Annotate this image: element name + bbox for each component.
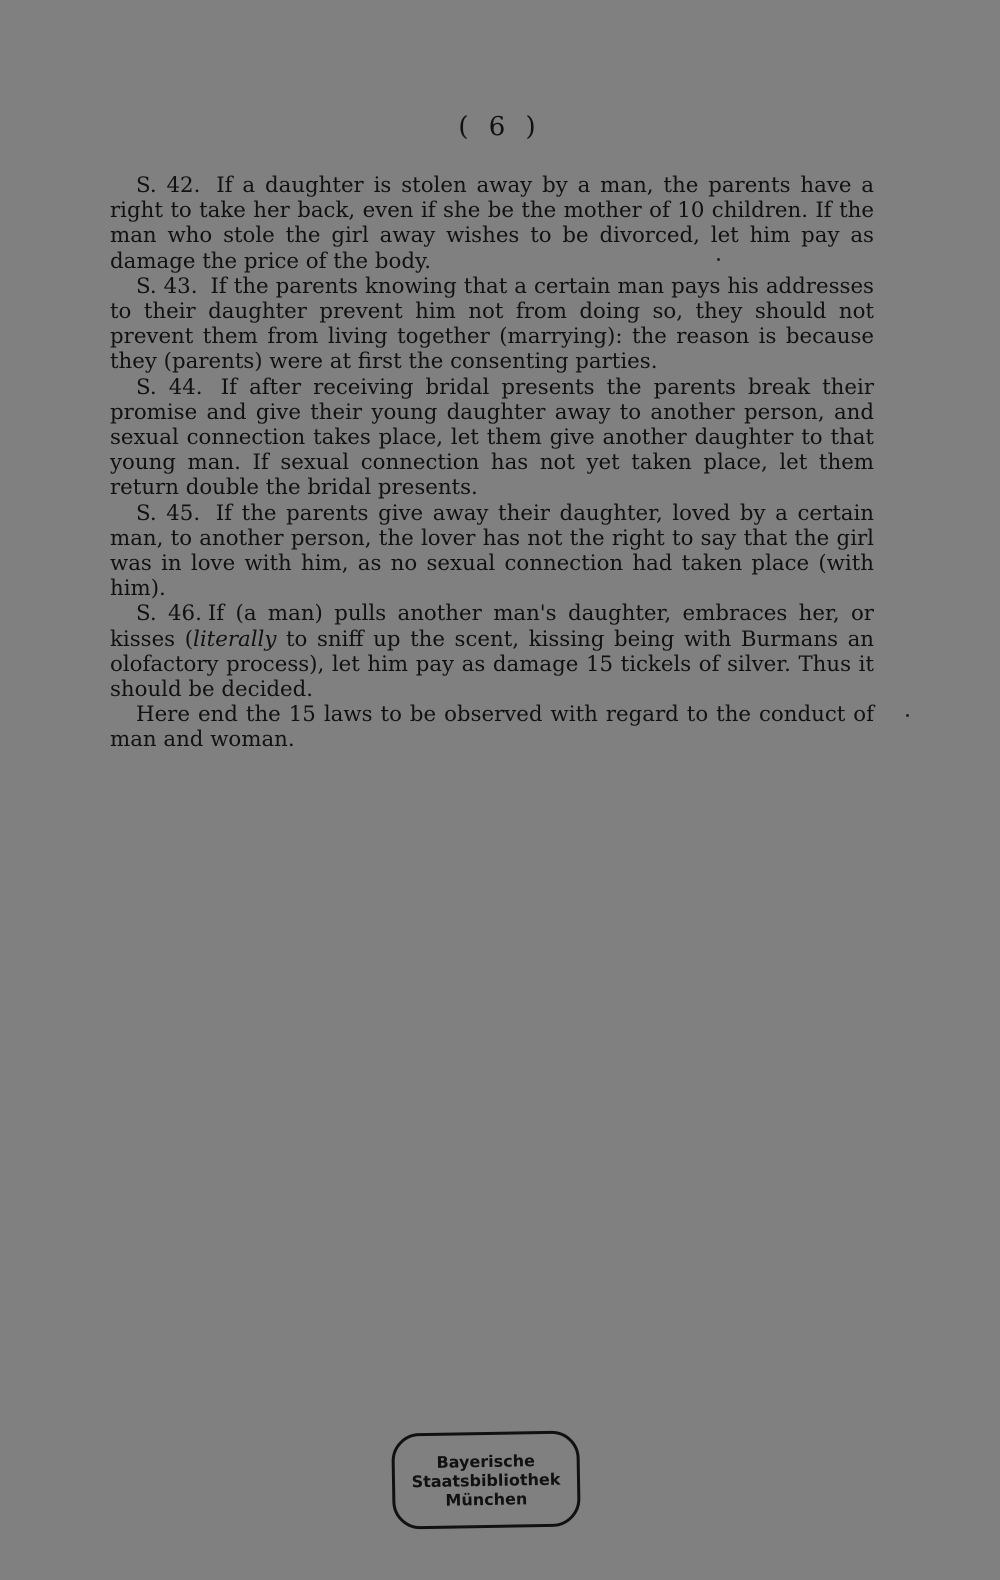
stamp-line: Staatsbibliothek [411,1469,561,1491]
section-number: S. 42. [136,173,201,198]
library-stamp [391,1430,581,1529]
section-number: S. 44. [136,374,203,400]
section-text: If the parents give away their daughter, loved by a certain man, to another person, the lover has not the right to say that the girl was in love with him, as no sexual connection had taken place (with him). [110,500,874,602]
section-46 [110,601,874,702]
section-text: If a daughter is stolen away by a man, the parents have a right to take her back, even if she be the mother of 10 children. If the man who stole the girl away wishes to be divorced, let him pay as damage the price of the body. [110,173,875,274]
stamp-line: Bayerische [436,1450,536,1472]
section-number: S. 45. [136,500,201,526]
stamp-line: München [445,1488,528,1510]
body-text [110,173,874,753]
section-text-italic: literally [193,626,277,652]
stray-ink-mark [717,258,720,261]
page-number: ( 6 ) [458,112,542,142]
section-43 [110,274,874,375]
section-number: S. 43. [136,273,198,299]
stray-ink-mark [906,714,909,717]
section-text: If after receiving bridal presents the parents break their promise and give their young daughter away to another person, and sexual connection takes place, let them give another daughter to that young man. If sexual connection has not yet taken place, let them return double the bridal presents. [110,374,874,501]
closing-paragraph: Here end the 15 laws to be observed with regard to the conduct of man and woman. [110,702,874,753]
section-45 [110,501,874,602]
section-text-part: If (a man) pulls another man's daughter, embraces her, or kisses ( [110,601,874,652]
section-42 [110,173,874,274]
section-number: S. 46. [136,601,202,627]
section-text: If the parents knowing that a certain man pays his addresses to their daughter prevent him not from doing so, they should not prevent them from living together (marrying): the reason is because they (parents) were at first the consenting parties. [110,273,874,375]
section-44 [110,375,874,501]
section-text-part: to sniff up the scent, kissing being with Burmans an olofactory process), let him pay as damage 15 tickels of silver. Thus it should be decided. [110,626,875,703]
